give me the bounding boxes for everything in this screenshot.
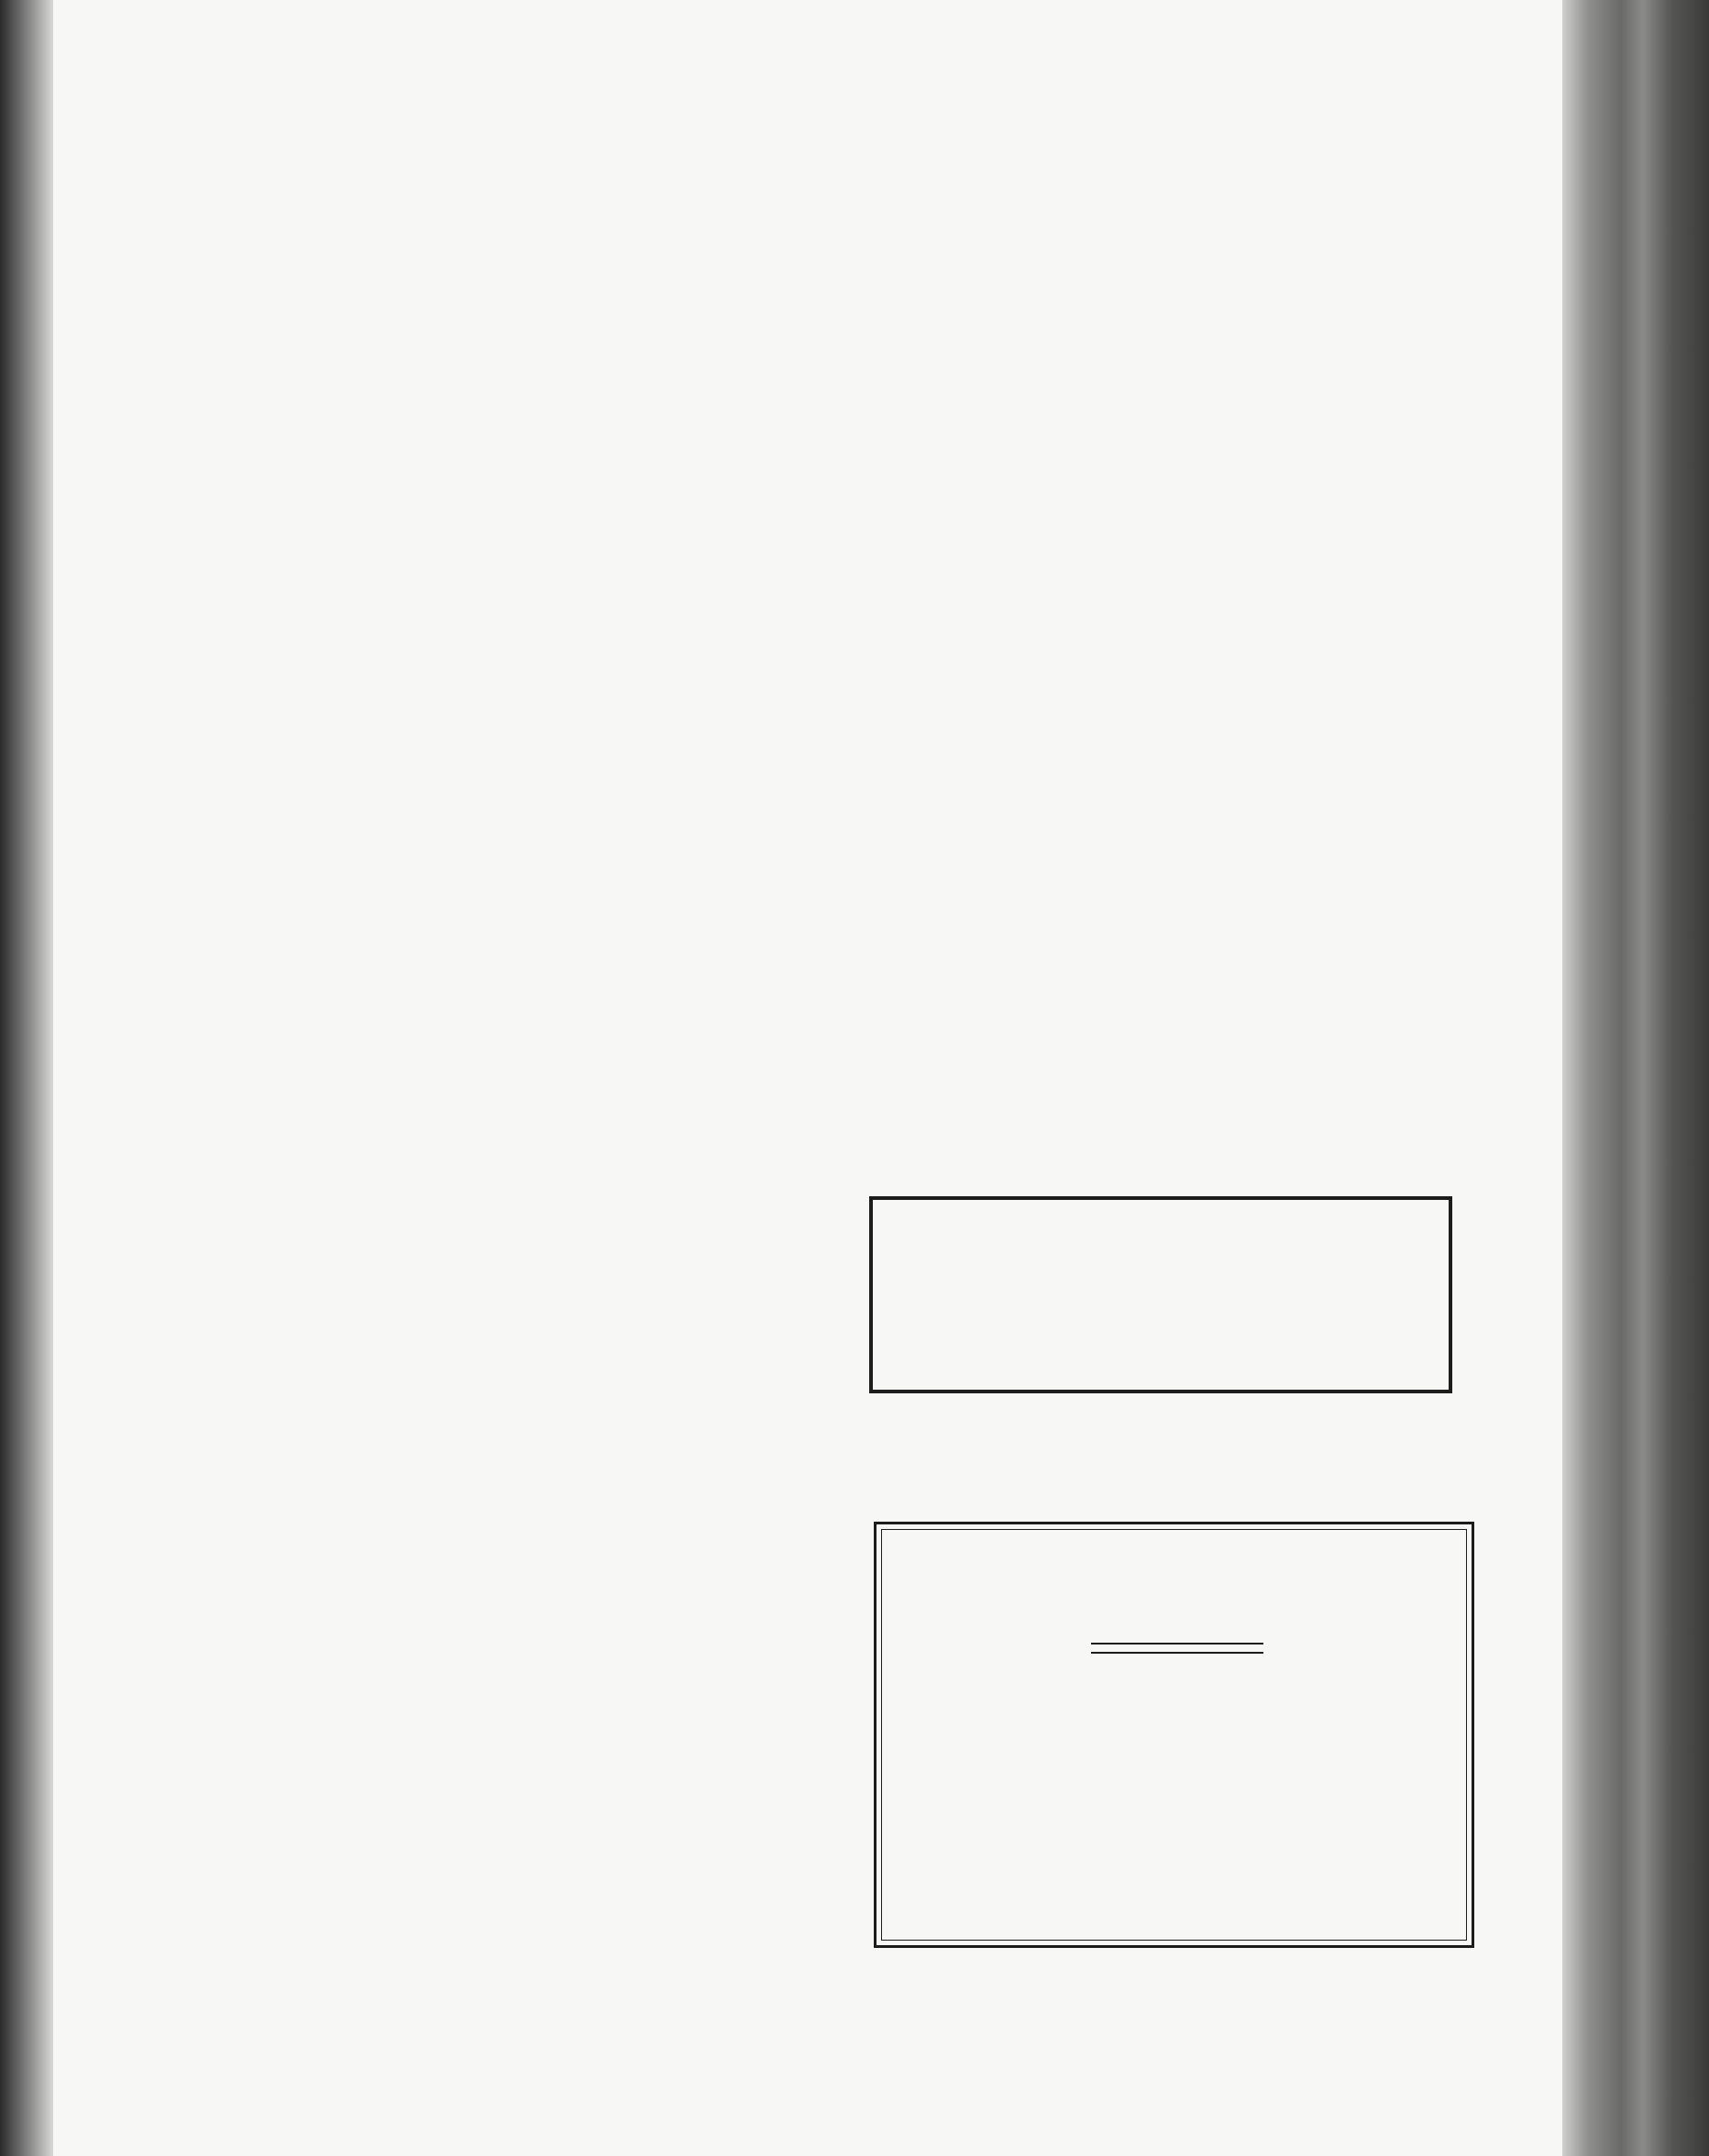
scan-binding-shadow (0, 0, 53, 2156)
bakers-bookshop-ad (872, 1419, 1468, 1502)
scan-page-edges (1562, 0, 1709, 2156)
left-column (168, 156, 837, 165)
press-ad-double-rule (1091, 1643, 1263, 1654)
press-clipping-ad-inner-border (881, 1529, 1467, 1941)
magazine-page (53, 0, 1562, 2156)
telegraph-codes-ad (869, 1196, 1452, 1393)
press-clipping-ad (874, 1522, 1474, 1948)
